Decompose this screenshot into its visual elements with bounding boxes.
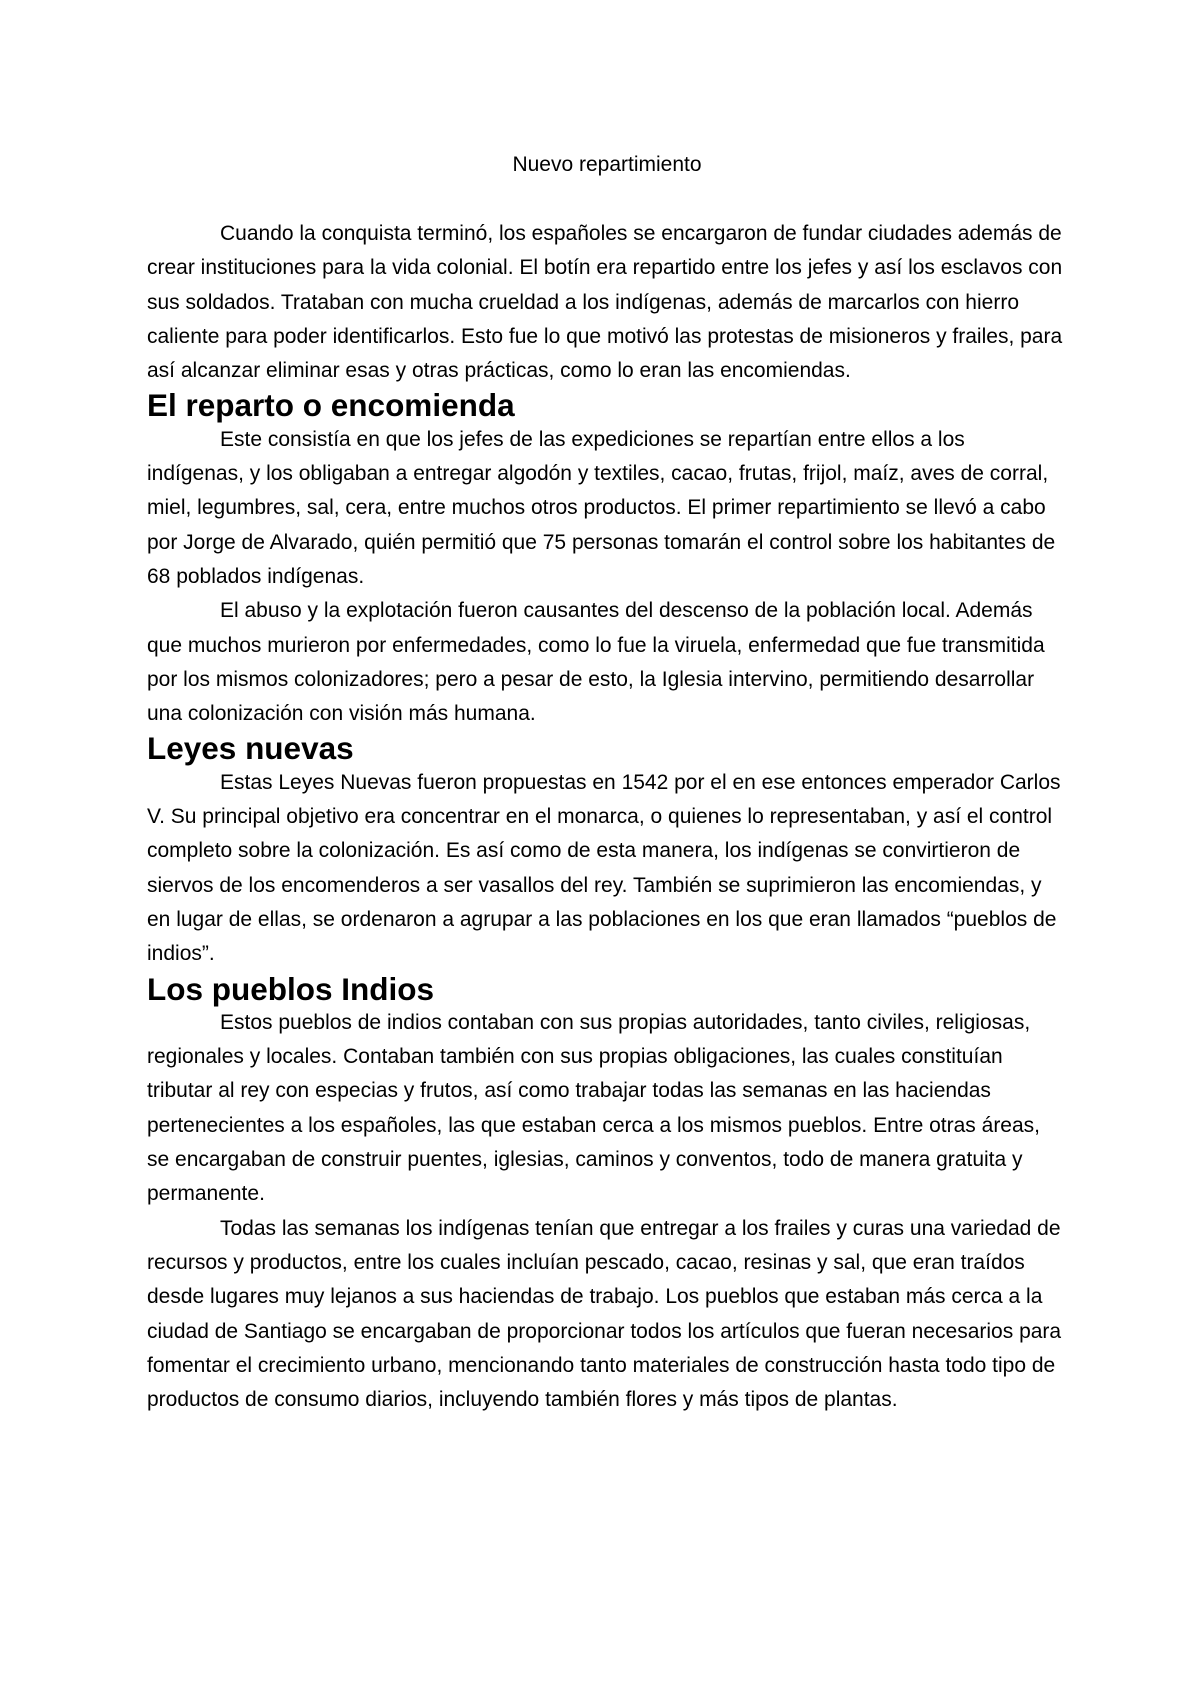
section-heading-leyes: Leyes nuevas xyxy=(147,730,354,767)
paragraph-reparto-2: El abuso y la explotación fueron causantes del descenso de la población local. Además que muchos murieron por enfermedades, como lo fue la viruela, enfermedad que fue transmitida por los mismos colonizadores; pero a pesar de esto, la Iglesia intervino, permitiendo desarrollar una colonización con visión más humana. xyxy=(147,599,1045,726)
paragraph-intro: Cuando la conquista terminó, los españoles se encargaron de fundar ciudades además de crear instituciones para la vida colonial. El botín era repartido entre los jefes y así los esclavos con sus soldados. Trataban con mucha crueldad a los indígenas, además de marcarlos con hierro caliente para poder identificarlos. Esto fue lo que motivó las protestas de misioneros y frailes, para así alcanzar eliminar esas y otras prácticas, como lo eran las encomiendas. xyxy=(147,222,1063,383)
paragraph-pueblos-1: Estos pueblos de indios contaban con sus propias autoridades, tanto civiles, religiosas, regionales y locales. Contaban también con sus propias obligaciones, las cuales constituían tributar al rey con especias y frutos, así como trabajar todas las semanas en las haciendas pertenecientes a los españoles, las que estaban cerca a los mismos pueblos. Entre otras áreas, se encargaban de construir puentes, iglesias, caminos y conventos, todo de manera gratuita y permanente. xyxy=(147,1010,1041,1206)
paragraph-reparto-1: Este consistía en que los jefes de las expediciones se repartían entre ellos a los indígenas, y los obligaban a entregar algodón y textiles, cacao, frutas, frijol, maíz, aves de corral, miel, legumbres, sal, cera, entre muchos otros productos. El primer repartimiento se llevó a cabo por Jorge de Alvarado, quién permitió que 75 personas tomarán el control sobre los habitantes de 68 poblados indígenas. xyxy=(147,427,1056,588)
section-heading-pueblos: Los pueblos Indios xyxy=(147,970,435,1007)
section-heading-reparto: El reparto o encomienda xyxy=(147,387,515,424)
document-body xyxy=(147,148,1067,1417)
document-title: Nuevo repartimiento xyxy=(512,153,702,176)
paragraph-pueblos-2: Todas las semanas los indígenas tenían que entregar a los frailes y curas una variedad de recursos y productos, entre los cuales incluían pescado, cacao, resinas y sal, que eran traídos desde lugares muy lejanos a sus haciendas de trabajo. Los pueblos que estaban más cerca a la ciudad de Santiago se encargaban de proporcionar todos los artículos que fueran necesarios para fomentar el crecimiento urbano, mencionando tanto materiales de construcción hasta todo tipo de productos de consumo diarios, incluyendo también flores y más tipos de plantas. xyxy=(147,1216,1062,1412)
paragraph-leyes-1: Estas Leyes Nuevas fueron propuestas en 1542 por el en ese entonces emperador Carlos V. Su principal objetivo era concentrar en el monarca, o quienes lo representaban, y así el control completo sobre la colonización. Es así como de esta manera, los indígenas se convirtieron de siervos de los encomenderos a ser vasallos del rey. También se suprimieron las encomiendas, y en lugar de ellas, se ordenaron a agrupar a las poblaciones en los que eran llamados “pueblos de indios”. xyxy=(147,770,1061,966)
